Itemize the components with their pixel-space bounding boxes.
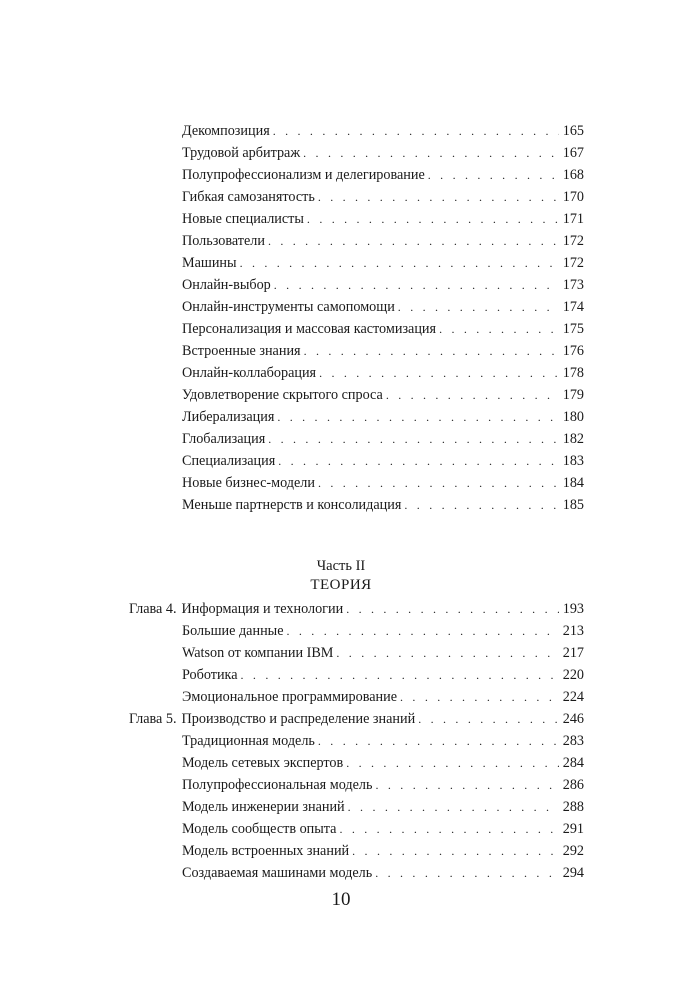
dot-leader <box>277 406 558 428</box>
toc-entry-page: 172 <box>562 255 584 271</box>
toc-entry-title: Либерализация <box>182 409 275 425</box>
toc-entry-title: Новые бизнес-модели <box>182 475 315 491</box>
toc-entry-page: 291 <box>562 821 584 837</box>
toc-entry-title: Встроенные знания <box>182 343 301 359</box>
toc-entry-page: 217 <box>562 645 584 661</box>
toc-entry <box>182 340 584 362</box>
chapter-heading <box>129 598 584 620</box>
toc-entry-title: Эмоциональное программирование <box>182 689 398 705</box>
chapter-label: Глава 4. <box>129 601 177 617</box>
dot-leader <box>348 796 559 818</box>
toc-entry-title: Модель сетевых экспертов <box>182 755 344 771</box>
dot-leader <box>274 274 559 296</box>
toc-entry-page: 171 <box>562 211 584 227</box>
toc-entry <box>182 362 584 384</box>
dot-leader <box>404 494 558 516</box>
dot-leader <box>268 428 558 450</box>
part-title: ТЕОРИЯ <box>310 577 372 593</box>
dot-leader <box>398 296 559 318</box>
toc-entry-page: 178 <box>562 365 584 381</box>
toc-entry <box>182 230 584 252</box>
toc-entry <box>182 318 584 340</box>
toc-entry-page: 292 <box>562 843 584 859</box>
toc-entry-title: Машины <box>182 255 237 271</box>
toc-entry <box>182 164 584 186</box>
toc-entry <box>182 664 584 686</box>
toc-entry <box>182 120 584 142</box>
toc-entry-page: 174 <box>562 299 584 315</box>
toc-entry-page: 286 <box>562 777 584 793</box>
toc-entry-title: Watson от компании IBM <box>182 645 334 661</box>
toc-entry-page: 184 <box>562 475 584 491</box>
toc-entry-page: 224 <box>562 689 584 705</box>
chapter-title: Производство и распределение знаний <box>181 711 416 727</box>
toc-entry <box>182 428 584 450</box>
toc-entry <box>182 384 584 406</box>
dot-leader <box>352 840 559 862</box>
toc-entry <box>182 774 584 796</box>
toc-entry <box>182 274 584 296</box>
toc-entry-title: Модель инженерии знаний <box>182 799 345 815</box>
toc-entry-page: 213 <box>562 623 584 639</box>
toc-entry-page: 176 <box>562 343 584 359</box>
dot-leader <box>318 472 559 494</box>
toc-entry-page: 284 <box>562 755 584 771</box>
toc-entry-title: Модель встроенных знаний <box>182 843 350 859</box>
toc-entry-page: 168 <box>562 167 584 183</box>
dot-leader <box>303 142 559 164</box>
dot-leader <box>400 686 559 708</box>
toc-entry-page: 283 <box>562 733 584 749</box>
toc-entry <box>182 296 584 318</box>
part-label: Часть II <box>316 558 366 574</box>
dot-leader <box>386 384 559 406</box>
toc-entry <box>182 494 584 516</box>
toc-entry-title: Удовлетворение скрытого спроса <box>182 387 383 403</box>
toc-entry-page: 185 <box>562 497 584 513</box>
toc-entry-title: Меньше партнерств и консолидация <box>182 497 402 513</box>
toc-entry <box>182 252 584 274</box>
toc-entry <box>182 208 584 230</box>
dot-leader <box>307 208 559 230</box>
toc-entry-page: 173 <box>562 277 584 293</box>
chapter-label: Глава 5. <box>129 711 177 727</box>
dot-leader <box>339 818 558 840</box>
dot-leader <box>336 642 558 664</box>
toc-entry <box>182 472 584 494</box>
toc-entry-page: 175 <box>562 321 584 337</box>
dot-leader <box>418 708 559 730</box>
toc-entry <box>182 686 584 708</box>
toc-entry-page: 180 <box>562 409 584 425</box>
toc-entry-page: 183 <box>562 453 584 469</box>
dot-leader <box>376 774 559 796</box>
toc-entry-title: Гибкая самозанятость <box>182 189 315 205</box>
dot-leader <box>287 620 559 642</box>
chapter-heading <box>129 708 584 730</box>
toc-entry-title: Полупрофессионализм и делегирование <box>182 167 425 183</box>
toc-entry-page: 179 <box>562 387 584 403</box>
toc-entry-page: 288 <box>562 799 584 815</box>
toc-entry <box>182 450 584 472</box>
chapter-page: 246 <box>562 711 584 727</box>
toc-entry-page: 294 <box>562 865 584 881</box>
toc-entry-title: Роботика <box>182 667 238 683</box>
dot-leader <box>428 164 559 186</box>
toc-entry-title: Специализация <box>182 453 276 469</box>
toc-entry-title: Декомпозиция <box>182 123 270 139</box>
toc-entry-title: Онлайн-выбор <box>182 277 271 293</box>
toc-entry-page: 167 <box>562 145 584 161</box>
chapter-page: 193 <box>562 601 584 617</box>
dot-leader <box>278 450 558 472</box>
chapter-title: Информация и технологии <box>181 601 344 617</box>
toc-entry-title: Большие данные <box>182 623 284 639</box>
toc-entry-title: Модель сообществ опыта <box>182 821 337 837</box>
toc-entry <box>182 406 584 428</box>
toc-entry-title: Полупрофессиональная модель <box>182 777 373 793</box>
toc-entry <box>182 642 584 664</box>
dot-leader <box>273 120 559 142</box>
dot-leader <box>304 340 559 362</box>
dot-leader <box>346 752 558 774</box>
toc-entry-title: Глобализация <box>182 431 266 447</box>
dot-leader <box>375 862 559 884</box>
dot-leader <box>240 252 559 274</box>
toc-entry-title: Онлайн-коллаборация <box>182 365 317 381</box>
toc-entry-page: 182 <box>562 431 584 447</box>
toc-entry <box>182 186 584 208</box>
dot-leader <box>319 362 559 384</box>
toc-entry <box>182 818 584 840</box>
toc-entry-page: 220 <box>562 667 584 683</box>
toc-entry <box>182 730 584 752</box>
toc-entry <box>182 840 584 862</box>
toc-entry-title: Новые специалисты <box>182 211 304 227</box>
toc-entry <box>182 752 584 774</box>
dot-leader <box>318 186 559 208</box>
toc-entry-title: Создаваемая машинами модель <box>182 865 373 881</box>
toc-entry-title: Трудовой арбитраж <box>182 145 301 161</box>
dot-leader <box>439 318 559 340</box>
dot-leader <box>318 730 559 752</box>
toc-entry-title: Онлайн-инструменты самопомощи <box>182 299 395 315</box>
dot-leader <box>346 598 559 620</box>
toc-entry <box>182 796 584 818</box>
toc-entry-title: Персонализация и массовая кастомизация <box>182 321 437 337</box>
toc-entry <box>182 862 584 884</box>
toc-entry-page: 170 <box>562 189 584 205</box>
toc-entry-page: 165 <box>562 123 584 139</box>
toc-entry <box>182 620 584 642</box>
dot-leader <box>241 664 559 686</box>
toc-entry-page: 172 <box>562 233 584 249</box>
toc-entry <box>182 142 584 164</box>
toc-entry-title: Традиционная модель <box>182 733 315 749</box>
dot-leader <box>268 230 559 252</box>
toc-entry-title: Пользователи <box>182 233 265 249</box>
page-number: 10 <box>331 889 351 910</box>
